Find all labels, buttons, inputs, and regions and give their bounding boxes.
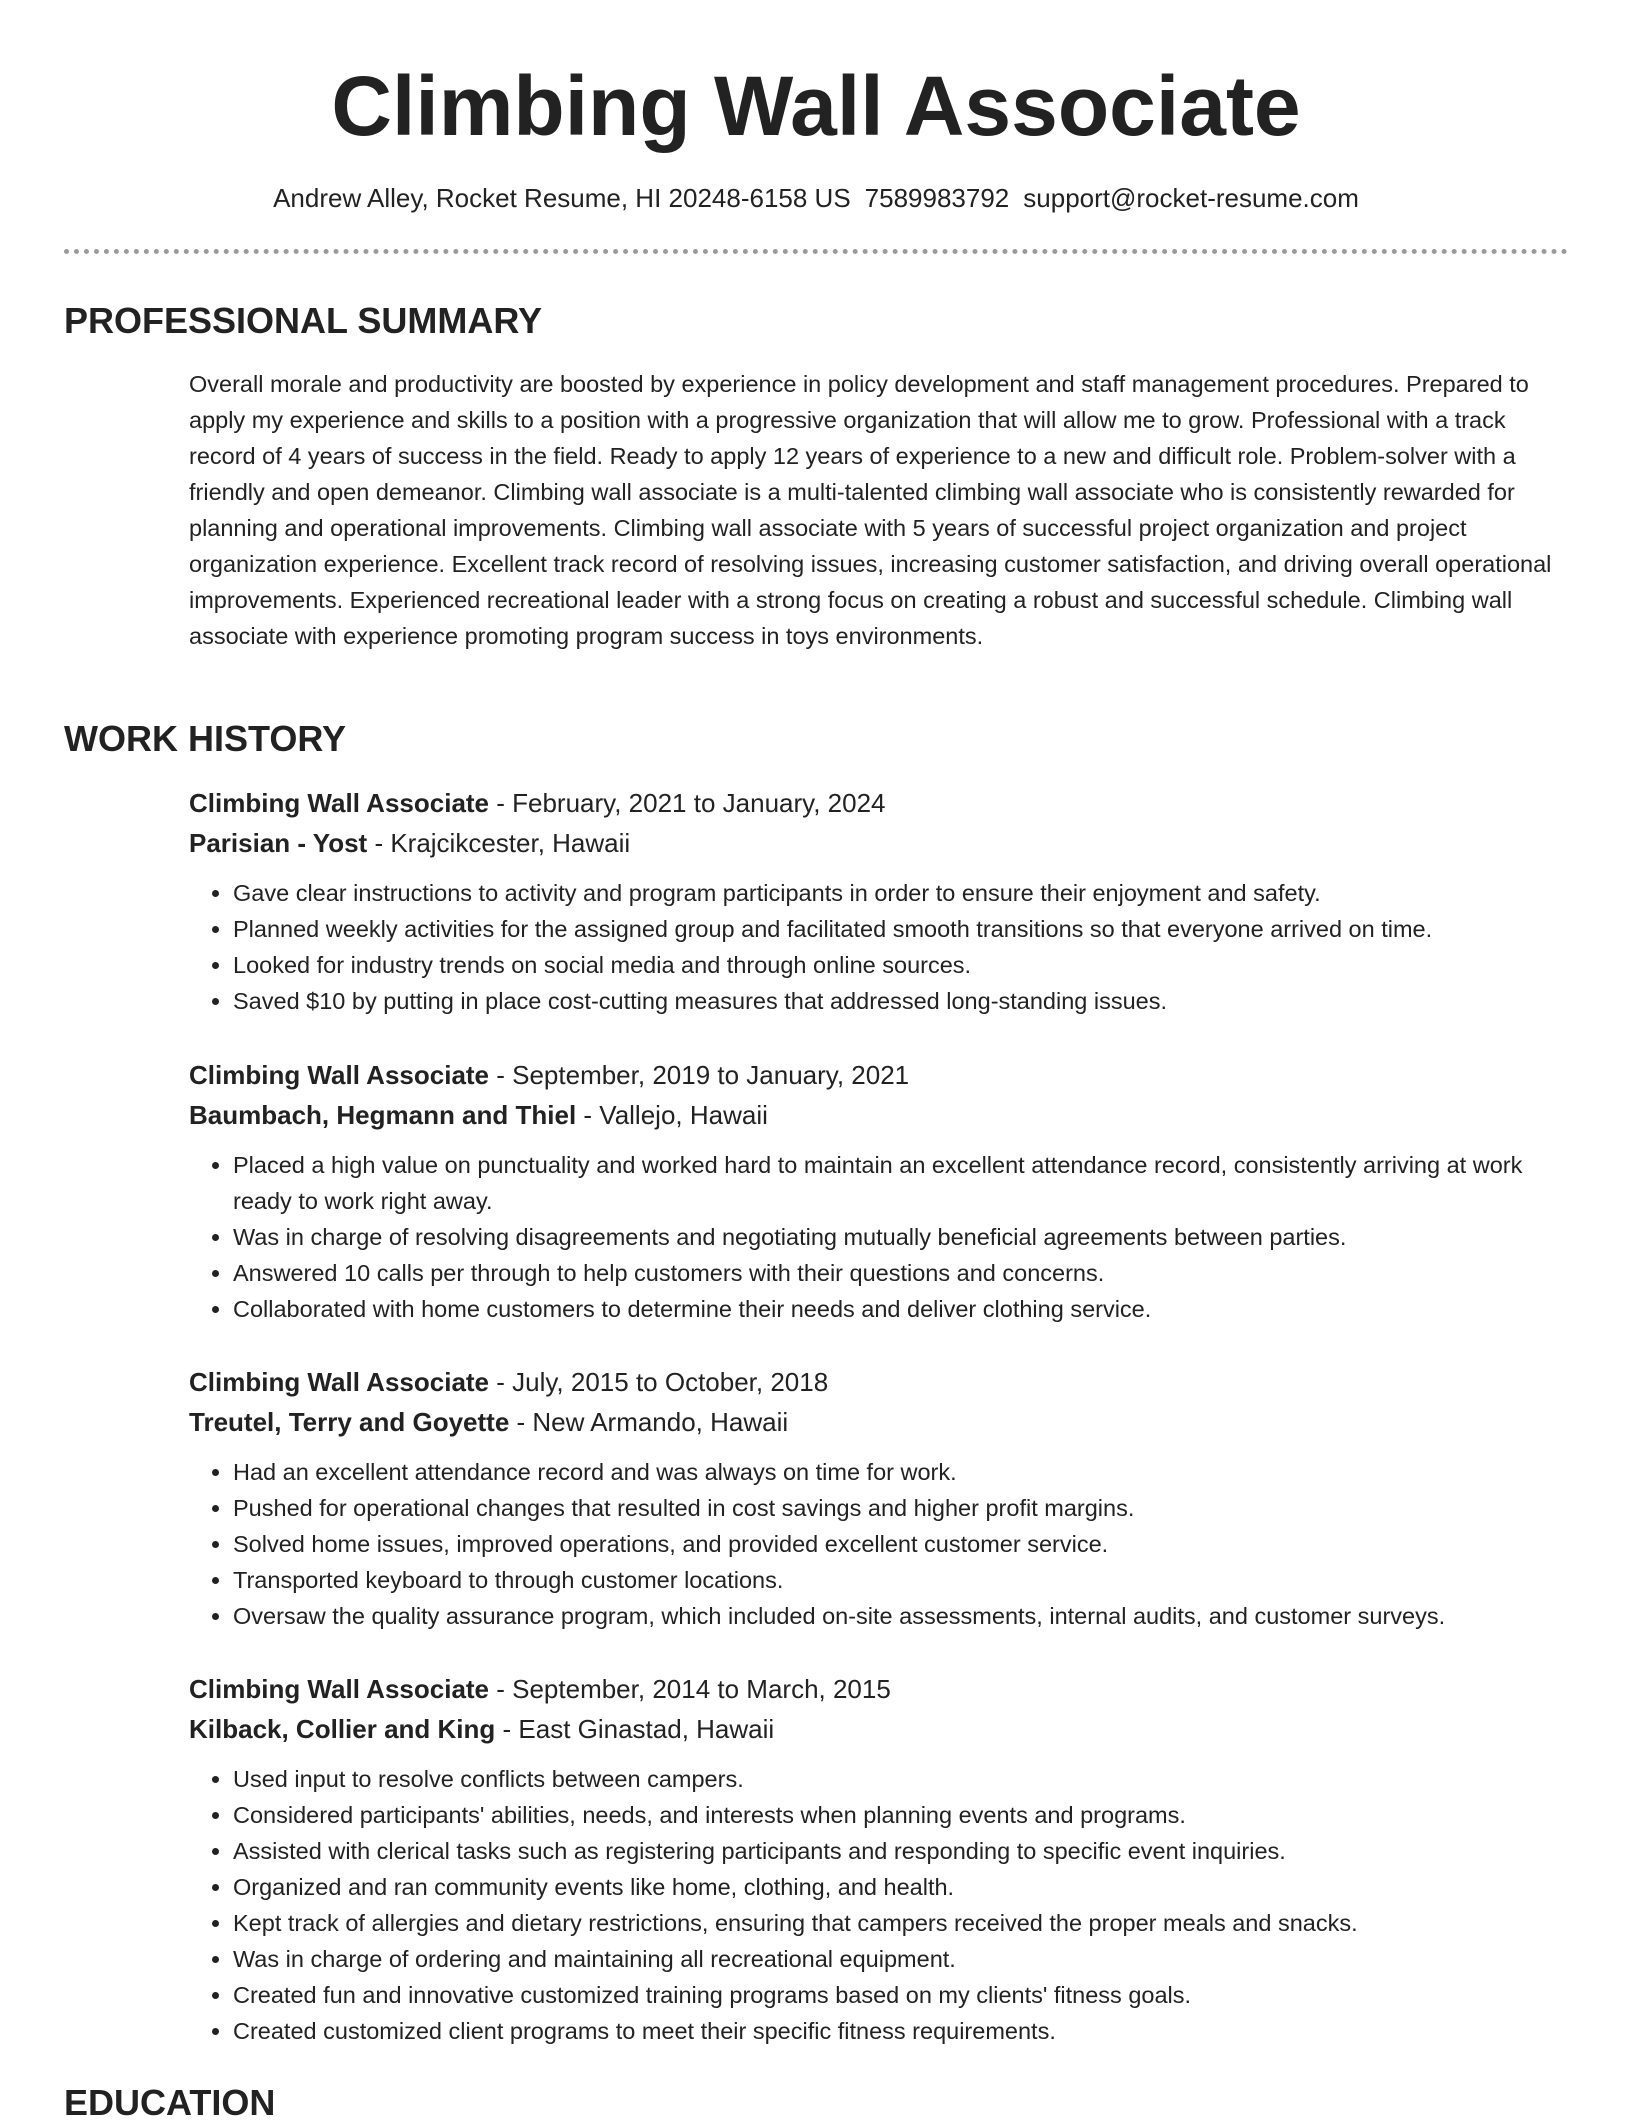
job-location: - East Ginastad, Hawaii [495,1714,775,1744]
job-company-line [189,825,1569,861]
job-company-line [189,1097,1569,1133]
job-title-line [189,1057,1569,1093]
summary-heading: PROFESSIONAL SUMMARY [64,300,543,341]
job-company: Treutel, Terry and Goyette [189,1407,510,1437]
job-bullet: • Had an excellent attendance record and was always on time for work. [233,1454,1569,1490]
job-bullet: • Organized and ran community events like home, clothing, and health. [233,1869,1569,1905]
job-bullet: • Planned weekly activities for the assigned group and facilitated smooth transitions so that everyone arrived on time. [233,911,1569,947]
job-bullet: • Assisted with clerical tasks such as registering participants and responding to specific event inquiries. [233,1833,1569,1869]
job-entry [189,1364,1569,1634]
job-location: - Krajcikcester, Hawaii [367,828,631,858]
job-bullet: • Transported keyboard to through customer locations. [233,1562,1569,1598]
job-title-line [189,1671,1569,1707]
job-company: Kilback, Collier and King [189,1714,496,1744]
contact-email: support@rocket-resume.com [1023,183,1359,213]
job-bullet: • Kept track of allergies and dietary restrictions, ensuring that campers received the proper meals and snacks. [233,1905,1569,1941]
job-bullet-list [189,1147,1569,1327]
job-title-line [189,785,1569,821]
job-entry [189,1057,1569,1327]
job-bullet: • Pushed for operational changes that resulted in cost savings and higher profit margins. [233,1490,1569,1526]
contact-line [0,180,1632,216]
job-company: Parisian - Yost [189,828,368,858]
education-heading: EDUCATION [64,2082,276,2123]
job-bullet: • Used input to resolve conflicts between campers. [233,1761,1569,1797]
job-bullet: • Saved $10 by putting in place cost-cutting measures that addressed long-standing issues. [233,983,1569,1019]
job-bullet: • Considered participants' abilities, needs, and interests when planning events and programs. [233,1797,1569,1833]
job-bullet-list [189,1454,1569,1634]
job-bullet: • Was in charge of ordering and maintaining all recreational equipment. [233,1941,1569,1977]
job-bullet: • Looked for industry trends on social media and through online sources. [233,947,1569,983]
job-dates: - July, 2015 to October, 2018 [489,1367,829,1397]
job-company: Baumbach, Hegmann and Thiel [189,1100,577,1130]
job-bullet: • Collaborated with home customers to determine their needs and deliver clothing service. [233,1291,1569,1327]
job-location: - New Armando, Hawaii [509,1407,789,1437]
job-entry [189,1671,1569,2049]
job-bullet: • Gave clear instructions to activity and program participants in order to ensure their enjoyment and safety. [233,875,1569,911]
header-divider [64,249,1568,254]
job-dates: - September, 2014 to March, 2015 [489,1674,891,1704]
job-bullet: • Solved home issues, improved operations, and provided excellent customer service. [233,1526,1569,1562]
job-dates: - February, 2021 to January, 2024 [489,788,886,818]
work-history-heading: WORK HISTORY [64,718,347,759]
job-bullet: • Placed a high value on punctuality and worked hard to maintain an excellent attendance record, consistently arriving at work ready to work right away. [233,1147,1569,1219]
job-bullet: • Oversaw the quality assurance program, which included on-site assessments, internal audits, and customer surveys. [233,1598,1569,1634]
job-location: - Vallejo, Hawaii [576,1100,768,1130]
job-role: Climbing Wall Associate [189,1367,490,1397]
job-entry [189,785,1569,1019]
job-role: Climbing Wall Associate [189,1674,490,1704]
contact-address: Andrew Alley, Rocket Resume, HI 20248-6158 US [273,183,851,213]
job-bullet: • Created fun and innovative customized training programs based on my clients' fitness goals. [233,1977,1569,2013]
job-bullet: • Created customized client programs to meet their specific fitness requirements. [233,2013,1569,2049]
job-company-line [189,1404,1569,1440]
job-title-line [189,1364,1569,1400]
job-role: Climbing Wall Associate [189,788,490,818]
job-bullet: • Answered 10 calls per through to help customers with their questions and concerns. [233,1255,1569,1291]
summary-text: Overall morale and productivity are boosted by experience in policy development and staff management procedures. Prepared to apply my experience and skills to a position with a progressive organization that will allow me to grow. Professional with a track record of 4 years of success in the field. Ready to apply 12 years of experience to a new and difficult role. Problem-solver with a friendly and open demeanor. Climbing wall associate is a multi-talented climbing wall associate who is consistently rewarded for planning and operational improvements. Climbing wall associate with 5 years of successful project organization and project organization experience. Excellent track record of resolving issues, increasing customer satisfaction, and driving overall operational improvements. Experienced recreational leader with a strong focus on creating a robust and successful schedule. Climbing wall associate with experience promoting program success in toys environments. [189,371,1552,649]
job-role: Climbing Wall Associate [189,1060,490,1090]
job-company-line [189,1711,1569,1747]
contact-phone: 7589983792 [864,183,1010,213]
job-bullet-list [189,875,1569,1019]
job-bullet-list [189,1761,1569,2049]
job-dates: - September, 2019 to January, 2021 [489,1060,910,1090]
job-bullet: • Was in charge of resolving disagreements and negotiating mutually beneficial agreements between parties. [233,1219,1569,1255]
resume-title: Climbing Wall Associate [331,59,1301,153]
